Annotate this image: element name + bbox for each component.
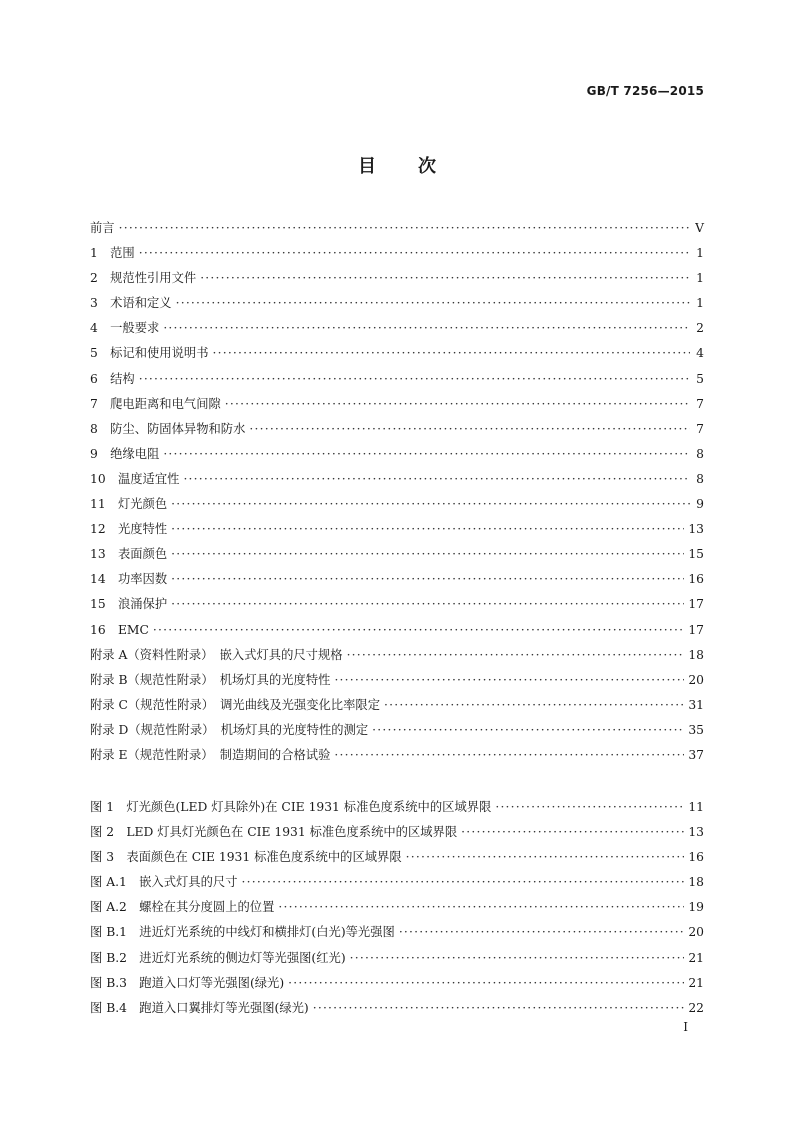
toc-entry-page: 1 [696,271,704,286]
dot-leader [171,492,690,517]
toc-entry-page: 18 [688,647,704,662]
dot-leader [163,442,690,467]
toc-entry-label: 15 浪涌保护 [90,597,168,612]
figure-entry-page: 21 [688,975,704,990]
toc-entry[interactable] [90,668,704,693]
toc-entry[interactable] [90,392,704,417]
toc-entry-page: 1 [696,296,704,311]
toc-entry-label: 1 范围 [90,246,135,261]
toc-entry-label: 附录 C（规范性附录） 调光曲线及光强变化比率限定 [90,697,380,712]
figure-entry[interactable] [90,895,704,920]
figure-entry[interactable] [90,946,704,971]
dot-leader [163,316,690,341]
figure-entry-label: 图 2 LED 灯具灯光颜色在 CIE 1931 标准色度系统中的区域界限 [90,825,458,840]
dot-leader [176,291,690,316]
dot-leader [461,820,684,845]
toc-entry-label: 附录 E（规范性附录） 制造期间的合格试验 [90,747,331,762]
toc-entry[interactable] [90,341,704,366]
toc-entry-label: 8 防尘、防固体异物和防水 [90,421,246,436]
figure-entry[interactable] [90,920,704,945]
title-char-2: 次 [418,156,436,177]
toc-entry[interactable] [90,241,704,266]
dot-leader [384,693,684,718]
toc-entry[interactable] [90,266,704,291]
dot-leader [171,542,684,567]
dot-leader [347,643,685,668]
toc-entry-page: V [695,221,704,235]
toc-entry-label: 4 一般要求 [90,321,160,336]
title-char-1: 目 [358,156,376,177]
standard-code: GB/T 7256—2015 [586,84,704,98]
toc-entry-label: 5 标记和使用说明书 [90,346,209,361]
toc-entry-label: 前言 [90,221,115,235]
dot-leader [334,668,684,693]
toc-entry-label: 附录 B（规范性附录） 机场灯具的光度特性 [90,672,331,687]
dot-leader [200,266,690,291]
toc-entry[interactable] [90,618,704,643]
figure-entry-label: 图 1 灯光颜色(LED 灯具除外)在 CIE 1931 标准色度系统中的区域界限 [90,800,492,814]
toc-entry-page: 8 [696,471,704,486]
toc-entry-label: 14 功率因数 [90,572,168,587]
figure-entry-page: 11 [688,800,704,814]
toc-entry-label: 13 表面颜色 [90,547,168,562]
toc-entry-page: 8 [696,446,704,461]
dot-leader [313,996,685,1021]
dot-leader [406,845,685,870]
dot-leader [225,392,690,417]
toc-entry-page: 9 [696,497,704,512]
figure-entry-label: 图 3 表面颜色在 CIE 1931 标准色度系统中的区域界限 [90,850,402,865]
toc-entry-page: 5 [696,371,704,386]
toc-entry-label: 3 术语和定义 [90,296,172,311]
figure-entry[interactable] [90,870,704,895]
dot-leader [350,946,685,971]
folio: I [683,1020,688,1034]
toc-entry[interactable] [90,216,704,241]
dot-leader [495,795,684,820]
figure-entry-label: 图 A.1 嵌入式灯具的尺寸 [90,875,238,890]
toc-entry-page: 17 [688,622,704,637]
figure-entry[interactable] [90,795,704,820]
dot-leader [171,517,684,542]
toc-entry-page: 17 [688,597,704,612]
toc-entry[interactable] [90,467,704,492]
figure-entry-page: 20 [688,925,704,940]
dot-leader [249,417,690,442]
toc-entry-page: 15 [688,547,704,562]
figure-entry-page: 13 [688,825,704,840]
figure-entry[interactable] [90,820,704,845]
dot-leader [139,241,690,266]
dot-leader [288,971,684,996]
toc-entry[interactable] [90,718,704,743]
figure-entry-label: 图 B.3 跑道入口灯等光强图(绿光) [90,975,285,990]
figure-entry-label: 图 A.2 螺栓在其分度圆上的位置 [90,900,275,915]
figure-entry-page: 18 [688,875,704,890]
toc-entry-label: 7 爬电距离和电气间隙 [90,396,221,411]
toc-entry-label: 10 温度适宜性 [90,471,180,486]
toc-entry[interactable] [90,291,704,316]
figure-entry[interactable] [90,971,704,996]
toc-entry-label: 16 EMC [90,622,149,637]
toc-figures [90,795,704,1021]
figure-entry-page: 19 [688,900,704,915]
dot-leader [334,743,684,768]
figure-entry-label: 图 B.1 进近灯光系统的中线灯和横排灯(白光)等光强图 [90,925,395,940]
toc-entry-label: 12 光度特性 [90,522,168,537]
toc-entry-page: 2 [696,321,704,336]
toc-entry-page: 37 [688,747,704,762]
toc-sections [90,216,704,768]
figure-entry-page: 22 [688,1000,704,1015]
dot-leader [153,618,684,643]
dot-leader [183,467,690,492]
toc-entry-label: 2 规范性引用文件 [90,271,197,286]
toc-entry-page: 13 [688,522,704,537]
toc-entry-page: 7 [696,396,704,411]
toc-entry-page: 16 [688,572,704,587]
toc-entry-label: 9 绝缘电阻 [90,446,160,461]
toc-entry[interactable] [90,316,704,341]
figure-entry-page: 21 [688,950,704,965]
toc-entry[interactable] [90,517,704,542]
toc-entry[interactable] [90,693,704,718]
toc-entry-page: 20 [688,672,704,687]
figure-entry-label: 图 B.4 跑道入口翼排灯等光强图(绿光) [90,1000,309,1015]
toc-entry[interactable] [90,417,704,442]
toc-entry-page: 7 [696,421,704,436]
toc-entry-page: 31 [688,697,704,712]
figure-entry[interactable] [90,845,704,870]
toc-entry[interactable] [90,567,704,592]
figure-entry-label: 图 B.2 进近灯光系统的侧边灯等光强图(红光) [90,950,346,965]
dot-leader [171,592,684,617]
dot-leader [139,367,690,392]
figure-entry-page: 16 [688,850,704,865]
toc-entry-page: 35 [688,722,704,737]
figure-entry[interactable] [90,996,704,1021]
toc-entry-page: 1 [696,246,704,261]
toc-entry-label: 附录 A（资料性附录） 嵌入式灯具的尺寸规格 [90,647,343,662]
toc-entry[interactable] [90,743,704,768]
toc-entry-label: 附录 D（规范性附录） 机场灯具的光度特性的测定 [90,722,369,737]
dot-leader [119,216,690,241]
page-title [0,152,794,178]
toc-entry[interactable] [90,542,704,567]
toc-entry[interactable] [90,367,704,392]
toc-entry-label: 6 结构 [90,371,135,386]
toc-entry[interactable] [90,492,704,517]
toc-entry-label: 11 灯光颜色 [90,497,168,512]
dot-leader [171,567,684,592]
dot-leader [242,870,685,895]
toc-entry[interactable] [90,592,704,617]
toc-entry-page: 4 [696,346,704,361]
toc-entry[interactable] [90,442,704,467]
dot-leader [278,895,684,920]
dot-leader [399,920,685,945]
dot-leader [213,341,691,366]
toc-entry[interactable] [90,643,704,668]
dot-leader [372,718,684,743]
